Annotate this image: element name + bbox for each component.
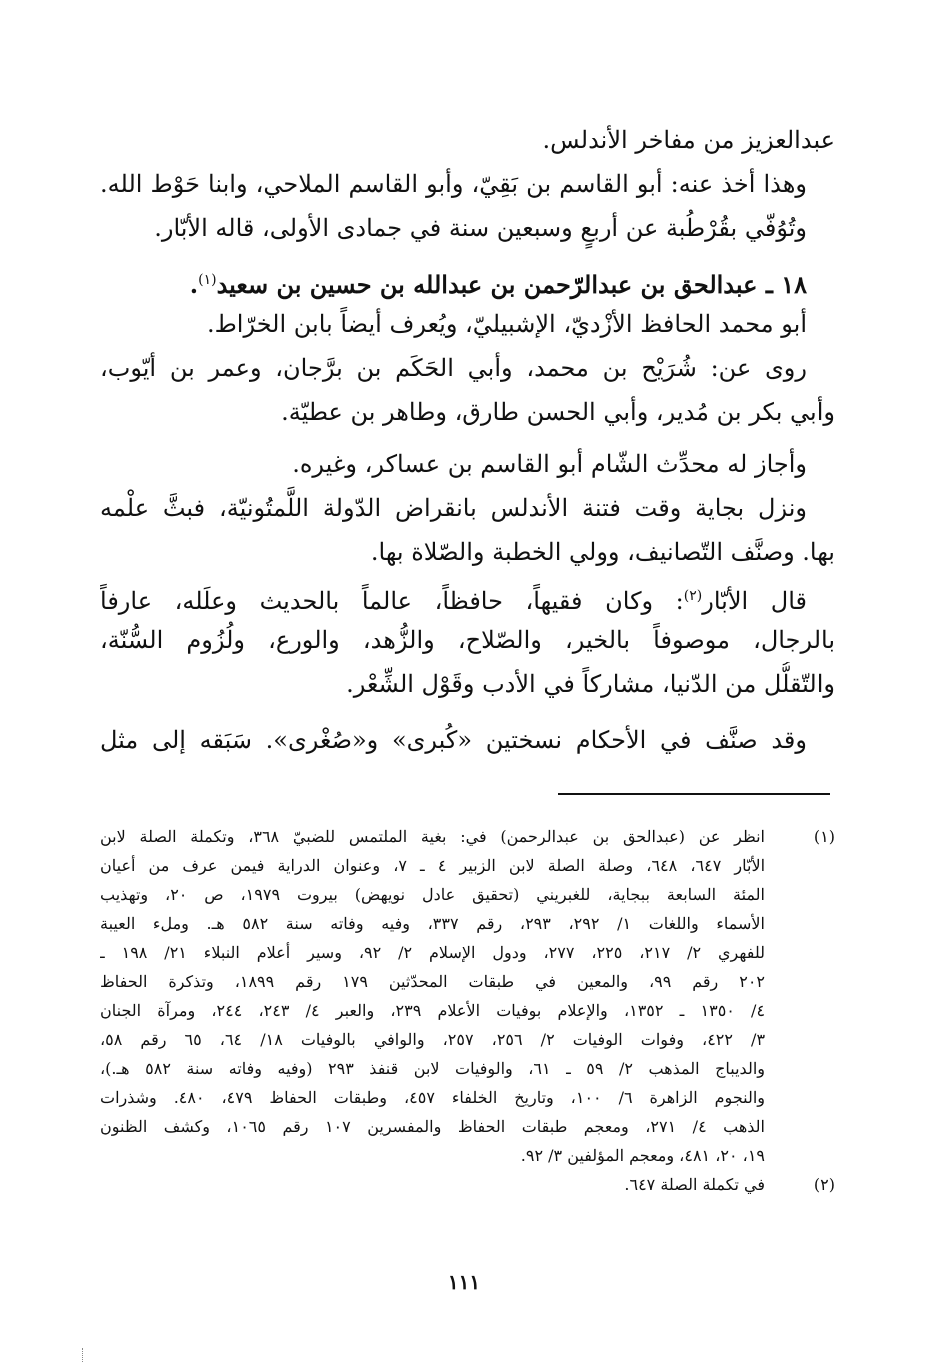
quote-source: قال الأبّار xyxy=(702,587,807,615)
quote-text: : وكان فقيهاً، حافظاً، عالماً بالحديث وعلَله، عارفاً xyxy=(100,587,684,615)
footnote-line: الأبّار ٦٤٧، ٦٤٨، وصلة الصلة لابن الزبير ٤ ـ ٧، وعنوان الدراية فيمن عرف من أعيان xyxy=(100,856,765,875)
footnote-line: في تكملة الصلة ٦٤٧. xyxy=(624,1175,765,1194)
text-line: ونزل بجاية وقت فتنة الأندلس بانقراض الدّولة اللَّمتُونيّة، فبثَّ علْمه xyxy=(100,494,807,522)
footnote-line: المئة السابعة ببجاية، للغبريني (تحقيق عادل نويهض) بيروت ١٩٧٩، ص ٢٠، وتهذيب xyxy=(100,885,765,904)
text-line: أبو محمد الحافظ الأزْديّ، الإشبيليّ، ويُعرف أيضاً بابن الخرّاط. xyxy=(206,310,807,338)
footnote-ref-1: (١) xyxy=(198,272,217,288)
text-line: بالرجال، موصوفاً بالخير، والصّلاح، والزُّهد، والورع، ولُزُوم السُّنّة، xyxy=(100,626,835,654)
text-line: وتُوُفّي بقُرْطُبة عن أربعٍ وسبعين سنة في جمادى الأولى، قاله الأبّار. xyxy=(154,214,807,242)
footnote-line: الذهب ٤/ ٢٧١، ومعجم طبقات الحفاظ والمفسرين ١٠٧ رقم ١٠٦٥، وكشف الظنون xyxy=(100,1117,765,1136)
footnote-2 xyxy=(100,1170,835,1199)
footnote-number: (٢) xyxy=(813,1175,835,1194)
page-number: ١١١ xyxy=(447,1270,481,1294)
text-line: عبدالعزيز من مفاخر الأندلس. xyxy=(542,126,835,154)
footnote-line: ٤/ ١٣٥٠ ـ ١٣٥٢، والإعلام بوفيات الأعلام ٢٣٩، والعبر ٤/ ٢٤٣، ٢٤٤، ومرآة الجنان xyxy=(100,1001,765,1020)
footnote-line: ٣/ ٤٢٢، وفوات الوفيات ٢/ ٢٥٦، ٢٥٧، والوافي بالوفيات ١٨/ ٦٤، ٦٥ رقم ٥٨، xyxy=(100,1030,765,1049)
footnote-line: انظر عن (عبدالحق بن عبدالرحمن) في: بغية الملتمس للضبيّ ٣٦٨، وتكملة الصلة لابن xyxy=(100,827,765,846)
text-line: وأجاز له محدِّث الشّام أبو القاسم بن عساكر، وغيره. xyxy=(292,450,807,478)
footnote-line: للفهري ٢/ ٢١٧، ٢٢٥، ٢٧٧، ودول الإسلام ٢/ ٩٢، وسير أعلام النبلاء ٢١/ ١٩٨ ـ xyxy=(100,943,765,962)
main-text xyxy=(100,118,835,762)
entry-heading-text: ١٨ ـ عبدالحق بن عبدالرّحمن بن عبدالله بن حسين بن سعيد xyxy=(216,270,807,299)
text-line xyxy=(100,574,835,618)
footnote-line: والنجوم الزاهرة ٦/ ١٠٠، وتاريخ الخلفاء ٤٥٧، وطبقات الحفاظ ٤٧٩، ٤٨٠. وشذرات xyxy=(100,1088,765,1107)
footnote-1 xyxy=(100,822,835,1170)
entry-heading xyxy=(100,258,835,302)
footnote-separator xyxy=(558,793,830,795)
footnote-ref-2: (٢) xyxy=(683,588,703,604)
text-line: وهذا أخذ عنه: أبو القاسم بن بَقِيّ، وأبو القاسم الملاحي، وابنا حَوْط الله. xyxy=(100,170,807,198)
entry-heading-period: . xyxy=(189,270,199,299)
text-line: والتّقلُّل من الدّنيا، مشاركاً في الأدب وقَوْل الشِّعْر. xyxy=(346,670,835,698)
text-line: وقد صنَّف في الأحكام نسختين «كُبرى» و«صُغْرى». سَبَقه إلى مثل xyxy=(100,726,807,754)
footnote-line: ١٩، ٢٠، ٤٨١، ومعجم المؤلفين ٣/ ٩٢. xyxy=(520,1146,765,1165)
footnote-line: الأسماء واللغات ١/ ٢٩٢، ٢٩٣، رقم ٣٣٧، وفيه وفاته سنة ٥٨٢ هـ. وملء العيبة xyxy=(100,914,765,933)
footnote-line: والديباج المذهب ٢/ ٥٩ ـ ٦١، والوفيات لابن قنفذ ٢٩٣ (وفيه وفاته سنة ٥٨٢ هـ.)، xyxy=(100,1059,765,1078)
text-line: وأبي بكر بن مُدير، وأبي الحسن طارق، وطاهر بن عطيّة. xyxy=(281,398,835,426)
text-line: بها. وصنَّف التّصانيف، وولي الخطبة والصّلاة بها. xyxy=(370,538,835,566)
footnotes xyxy=(100,822,835,1199)
footnote-line: ٢٠٢ رقم ٩٩، والمعين في طبقات المحدّثين ١٧٩ رقم ١٨٩٩، وتذكرة الحفاظ xyxy=(100,972,765,991)
text-line: روى عن: شُرَيْح بن محمد، وأبي الحَكَم بن برَّجان، وعمر بن أيّوب، xyxy=(100,354,807,382)
margin-mark xyxy=(82,1348,84,1362)
footnote-number: (١) xyxy=(813,827,835,846)
